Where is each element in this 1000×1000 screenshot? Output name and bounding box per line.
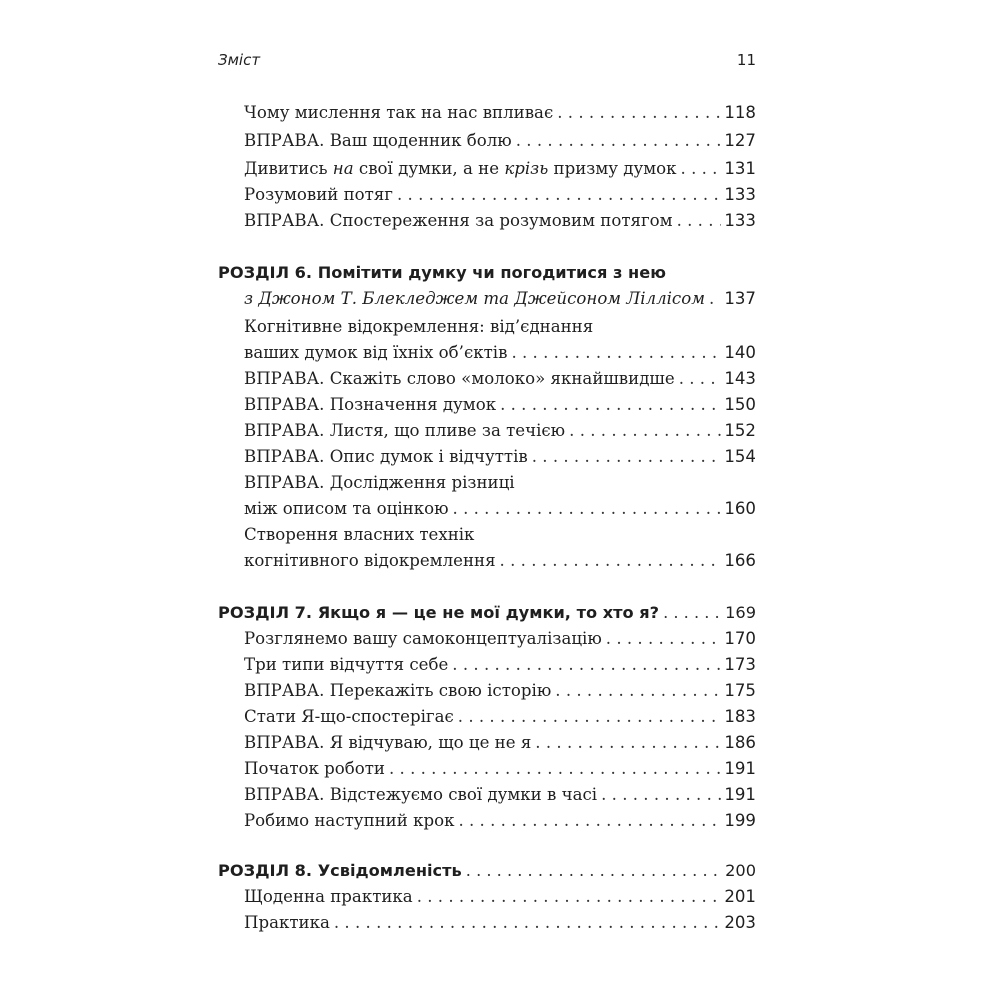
- dot-leader: [663, 600, 722, 626]
- dot-leader: [679, 366, 722, 392]
- chapter-title: РОЗДІЛ 8. Усвідомленість: [218, 861, 462, 880]
- toc-entry-page: 201: [724, 887, 756, 906]
- chapter-title: РОЗДІЛ 7. Якщо я — це не мої думки, то хто я?: [218, 603, 660, 622]
- toc-entry: [244, 678, 756, 704]
- running-head-title: Зміст: [218, 51, 261, 69]
- dot-leader: [532, 444, 722, 470]
- toc-entry-title: Практика: [244, 913, 330, 932]
- dot-leader: [500, 548, 722, 574]
- toc-entry: [244, 910, 756, 936]
- toc-entry: [244, 392, 756, 418]
- dot-leader: [681, 156, 722, 182]
- toc-entry: [244, 548, 756, 574]
- toc-entry-title: ВПРАВА. Скажіть слово «молоко» якнайшвидше: [244, 369, 675, 388]
- toc-entry: [244, 182, 756, 208]
- toc-entry-title: ВПРАВА. Дослідження різниці: [244, 473, 515, 492]
- toc-entry: [244, 418, 756, 444]
- toc-entry-title: Розумовий потяг: [244, 185, 393, 204]
- toc-entry-page: 133: [724, 185, 756, 204]
- toc-entry-page: 173: [724, 655, 756, 674]
- toc-entry: [244, 208, 756, 234]
- toc-entry-page: 127: [724, 131, 756, 150]
- toc-entry: [244, 470, 756, 496]
- dot-leader: [453, 496, 722, 522]
- toc-entry-title: Щоденна практика: [244, 887, 413, 906]
- toc-entry-page: 191: [724, 785, 756, 804]
- running-head: [218, 51, 756, 75]
- dot-leader: [511, 340, 721, 366]
- dot-leader: [555, 678, 721, 704]
- toc-entry: [244, 756, 756, 782]
- chapter-heading: [218, 858, 756, 884]
- dot-leader: [557, 100, 721, 126]
- toc-entry: [244, 808, 756, 834]
- dot-leader: [417, 884, 722, 910]
- toc-entry-title: ваших думок від їхніх об’єктів: [244, 343, 508, 362]
- dot-leader: [500, 392, 721, 418]
- toc-entry-page: 140: [724, 343, 756, 362]
- toc-entry-title: ВПРАВА. Ваш щоденник болю: [244, 131, 512, 150]
- toc-entry-page: 131: [724, 159, 756, 178]
- toc-entry-page: 183: [724, 707, 756, 726]
- toc-entry-title: Три типи відчуття себе: [244, 655, 449, 674]
- toc-entry-page: 150: [724, 395, 756, 414]
- dot-leader: [397, 182, 721, 208]
- toc-entry-title: Робимо наступний крок: [244, 811, 455, 830]
- toc-entry-page: 160: [724, 499, 756, 518]
- toc-entry-title: Стати Я-що-спостерігає: [244, 707, 454, 726]
- toc-entry: [244, 366, 756, 392]
- toc-entry: [244, 522, 756, 548]
- toc-entry: [244, 884, 756, 910]
- chapter-heading: [218, 260, 756, 286]
- toc-entry: [244, 782, 756, 808]
- toc-entry: [244, 286, 756, 312]
- dot-leader: [452, 652, 721, 678]
- toc-entry-title: Дивитись на свої думки, а не крізь призму думок: [244, 159, 677, 178]
- page-number: 11: [736, 51, 756, 69]
- toc-entry-page: 137: [724, 289, 756, 308]
- toc-entry-page: 170: [724, 629, 756, 648]
- dot-leader: [677, 208, 722, 234]
- toc-entry-title: Розглянемо вашу самоконцептуалізацію: [244, 629, 602, 648]
- toc-entry: [244, 444, 756, 470]
- toc-entry-page: 143: [724, 369, 756, 388]
- toc-entry-page: 200: [725, 861, 756, 880]
- toc-entry-title: між описом та оцінкою: [244, 499, 449, 518]
- dot-leader: [709, 286, 721, 312]
- toc-entry-title: ВПРАВА. Я відчуваю, що це не я: [244, 733, 532, 752]
- toc-entry: [244, 340, 756, 366]
- dot-leader: [569, 418, 721, 444]
- toc-entry: [244, 496, 756, 522]
- dot-leader: [535, 730, 721, 756]
- toc-entry-title: когнітивного відокремлення: [244, 551, 496, 570]
- chapter-title: РОЗДІЛ 6. Помітити думку чи погодитися з нею: [218, 263, 666, 282]
- toc-entry-page: 203: [724, 913, 756, 932]
- toc-entry: [244, 626, 756, 652]
- dot-leader: [601, 782, 721, 808]
- dot-leader: [516, 128, 722, 154]
- toc-entry-title: Початок роботи: [244, 759, 385, 778]
- toc-entry-page: 118: [724, 103, 756, 122]
- toc-entry: [244, 730, 756, 756]
- dot-leader: [458, 704, 722, 730]
- toc-entry: [244, 704, 756, 730]
- toc-entry-page: 169: [725, 603, 756, 622]
- chapter-coauthors: з Джоном Т. Блекледжем та Джейсоном Ліллісом: [244, 289, 705, 308]
- toc-entry: [244, 314, 756, 340]
- chapter-heading: [218, 600, 756, 626]
- toc-entry-page: 152: [724, 421, 756, 440]
- toc-entry-page: 175: [724, 681, 756, 700]
- toc-entry-page: 154: [724, 447, 756, 466]
- dot-leader: [466, 858, 722, 884]
- toc-entry-title: Чому мислення так на нас впливає: [244, 103, 554, 122]
- toc-entry-title: ВПРАВА. Позначення думок: [244, 395, 497, 414]
- dot-leader: [458, 808, 721, 834]
- toc-entry-title: ВПРАВА. Перекажіть свою історію: [244, 681, 552, 700]
- toc-entry-page: 199: [724, 811, 756, 830]
- dot-leader: [334, 910, 721, 936]
- toc-entry-page: 133: [724, 211, 756, 230]
- toc-entry-title: ВПРАВА. Відстежуємо свої думки в часі: [244, 785, 598, 804]
- toc-entry-title: ВПРАВА. Опис думок і відчуттів: [244, 447, 528, 466]
- dot-leader: [389, 756, 721, 782]
- toc-entry-page: 191: [724, 759, 756, 778]
- toc-entry-title: Створення власних технік: [244, 525, 475, 544]
- toc-entry-page: 166: [724, 551, 756, 570]
- toc-entry-title: ВПРАВА. Спостереження за розумовим потягом: [244, 211, 673, 230]
- toc-entry: [244, 652, 756, 678]
- toc-entry-page: 186: [724, 733, 756, 752]
- toc-entry-title: ВПРАВА. Листя, що пливе за течією: [244, 421, 566, 440]
- toc-entry: [244, 100, 756, 126]
- toc-entry: [244, 156, 756, 182]
- toc-entry-title: Когнітивне відокремлення: від’єднання: [244, 317, 594, 336]
- toc-entry: [244, 128, 756, 154]
- dot-leader: [606, 626, 722, 652]
